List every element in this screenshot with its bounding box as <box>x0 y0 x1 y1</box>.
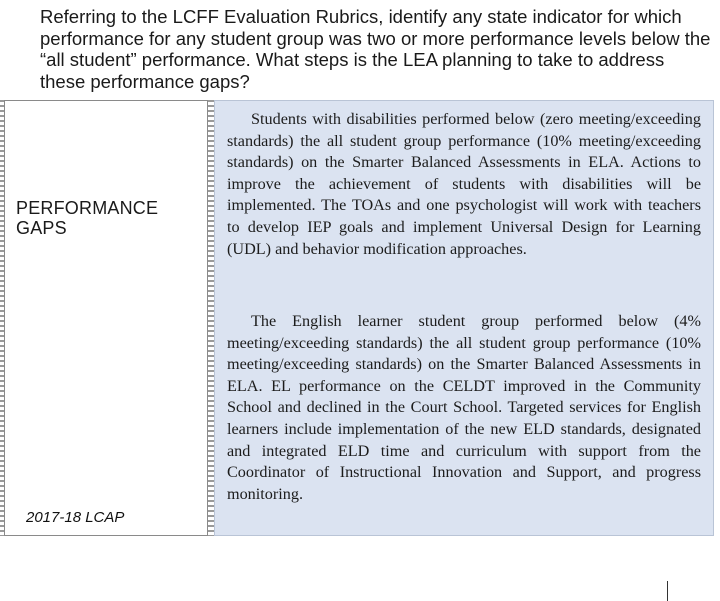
response-paragraph-1: Students with disabilities performed below (zero meeting/exceeding standards) the all student group performance (10% meeting/exceeding standards) on the Smarter Balanced Assessments in ELA. Actions to improve the achievement of students with disabilities will be implemented. The TOAs and one psychologist will work with teachers to develop IEP goals and implement Universal Design for Learning (UDL) and behavior modification approaches. <box>227 110 701 258</box>
footer-label: 2017-18 LCAP <box>26 509 125 526</box>
prompt-question: Referring to the LCFF Evaluation Rubrics, identify any state indicator for which performance for any student group was two or more performance levels below the “all student” performance. What steps is the LEA planning to take to address these performance gaps? <box>40 6 711 92</box>
text-cursor <box>667 581 668 601</box>
section-title-line1: PERFORMANCE <box>16 198 159 218</box>
section-title <box>16 198 158 238</box>
response-paragraph-2: The English learner student group performed below (4% meeting/exceeding standards) the all student group performance (10% meeting/exceeding standards) on the Smarter Balanced Assessments in ELA. EL performance on the CELDT improved in the Community School and declined in the Court School. Targeted services for English learners include implementation of the new ELD standards, designated and integrated ELD time and curriculum with support from the Coordinator of Instructional Innovation and Support, and progress monitoring. <box>227 312 701 503</box>
response-panel[interactable] <box>214 100 714 536</box>
section-label-panel <box>4 100 208 536</box>
section-title-line2: GAPS <box>16 218 67 238</box>
